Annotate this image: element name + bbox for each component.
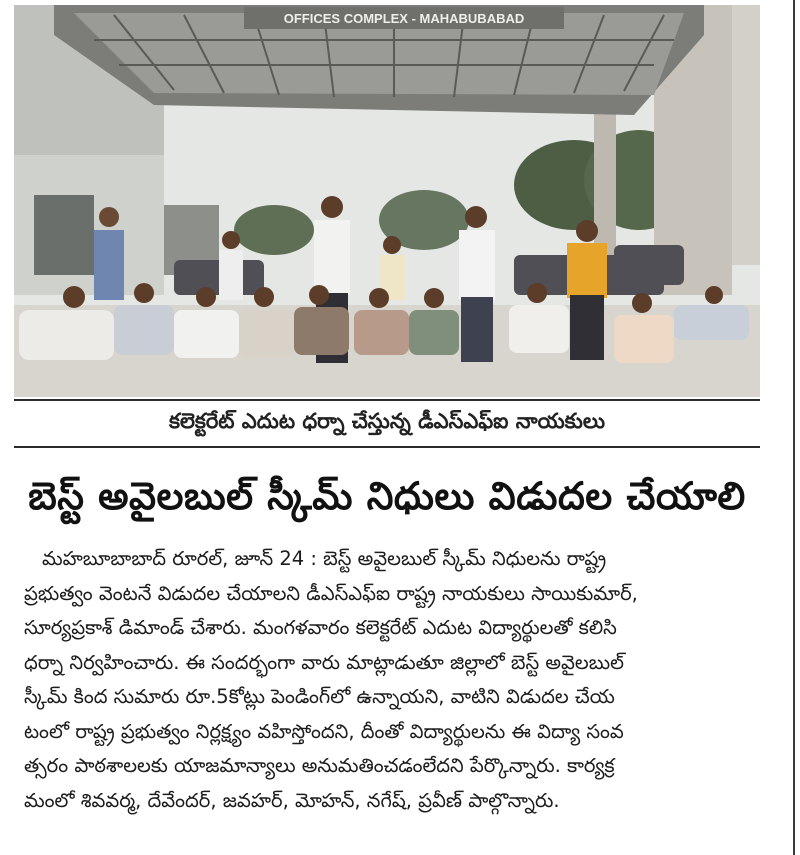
photo-divider [14,399,760,401]
body-line: ధర్నా నిర్వహించారు. ఈ సందర్భంగా వారు మాట్లాడుతూ జిల్లాలో బెస్ట్ అవైలబుల్ [24,650,624,674]
building-sign: OFFICES COMPLEX - MAHABUBABAD [283,11,525,26]
article-body [24,542,764,818]
body-line: మహబూబాబాద్ రూరల్, జూన్ 24 : బెస్ట్ అవైలబుల్ స్కీమ్ నిధులను రాష్ట్ర [42,547,607,570]
article-headline: బెస్ట్ అవైలబుల్ స్కీమ్ నిధులు విడుదల చేయాలి [28,474,746,518]
news-photo [14,5,760,397]
column-rule [793,0,795,855]
body-line: టంలో రాష్ట్ర ప్రభుత్వం నిర్లక్ష్యం వహిస్తోందని, దీంతో విద్యార్థులను ఈ విద్యా సంవ [24,719,624,743]
body-line: మంలో శివవర్మ, దేవేందర్, జవహర్, మోహన్, నగేష్, ప్రవీణ్ పాల్గొన్నారు. [24,788,560,812]
body-line: సూర్యప్రకాశ్ డిమాండ్ చేశారు. మంగళవారం కలెక్టరేట్ ఎదుట విద్యార్థులతో కలిసి [24,616,617,639]
body-line: త్సరం పాఠశాలలకు యాజమాన్యాలు అనుమతించడంలేదని పేర్కొన్నారు. కార్యక్ర [24,754,615,777]
body-line: ప్రభుత్వం వెంటనే విడుదల చేయాలని డీఎస్ఎఫ్ఐ రాష్ట్ర నాయకులు సాయికుమార్, [24,581,638,605]
photo-caption: కలెక్టరేట్ ఎదుట ధర్నా చేస్తున్న డీఎస్ఎఫ్ఐ నాయకులు [169,409,605,433]
body-line: స్కీమ్ కింద సుమారు రూ.5కోట్లు పెండింగ్‌లో ఉన్నాయని, వాటిని విడుదల చేయ [24,685,615,708]
caption-divider [14,446,760,448]
